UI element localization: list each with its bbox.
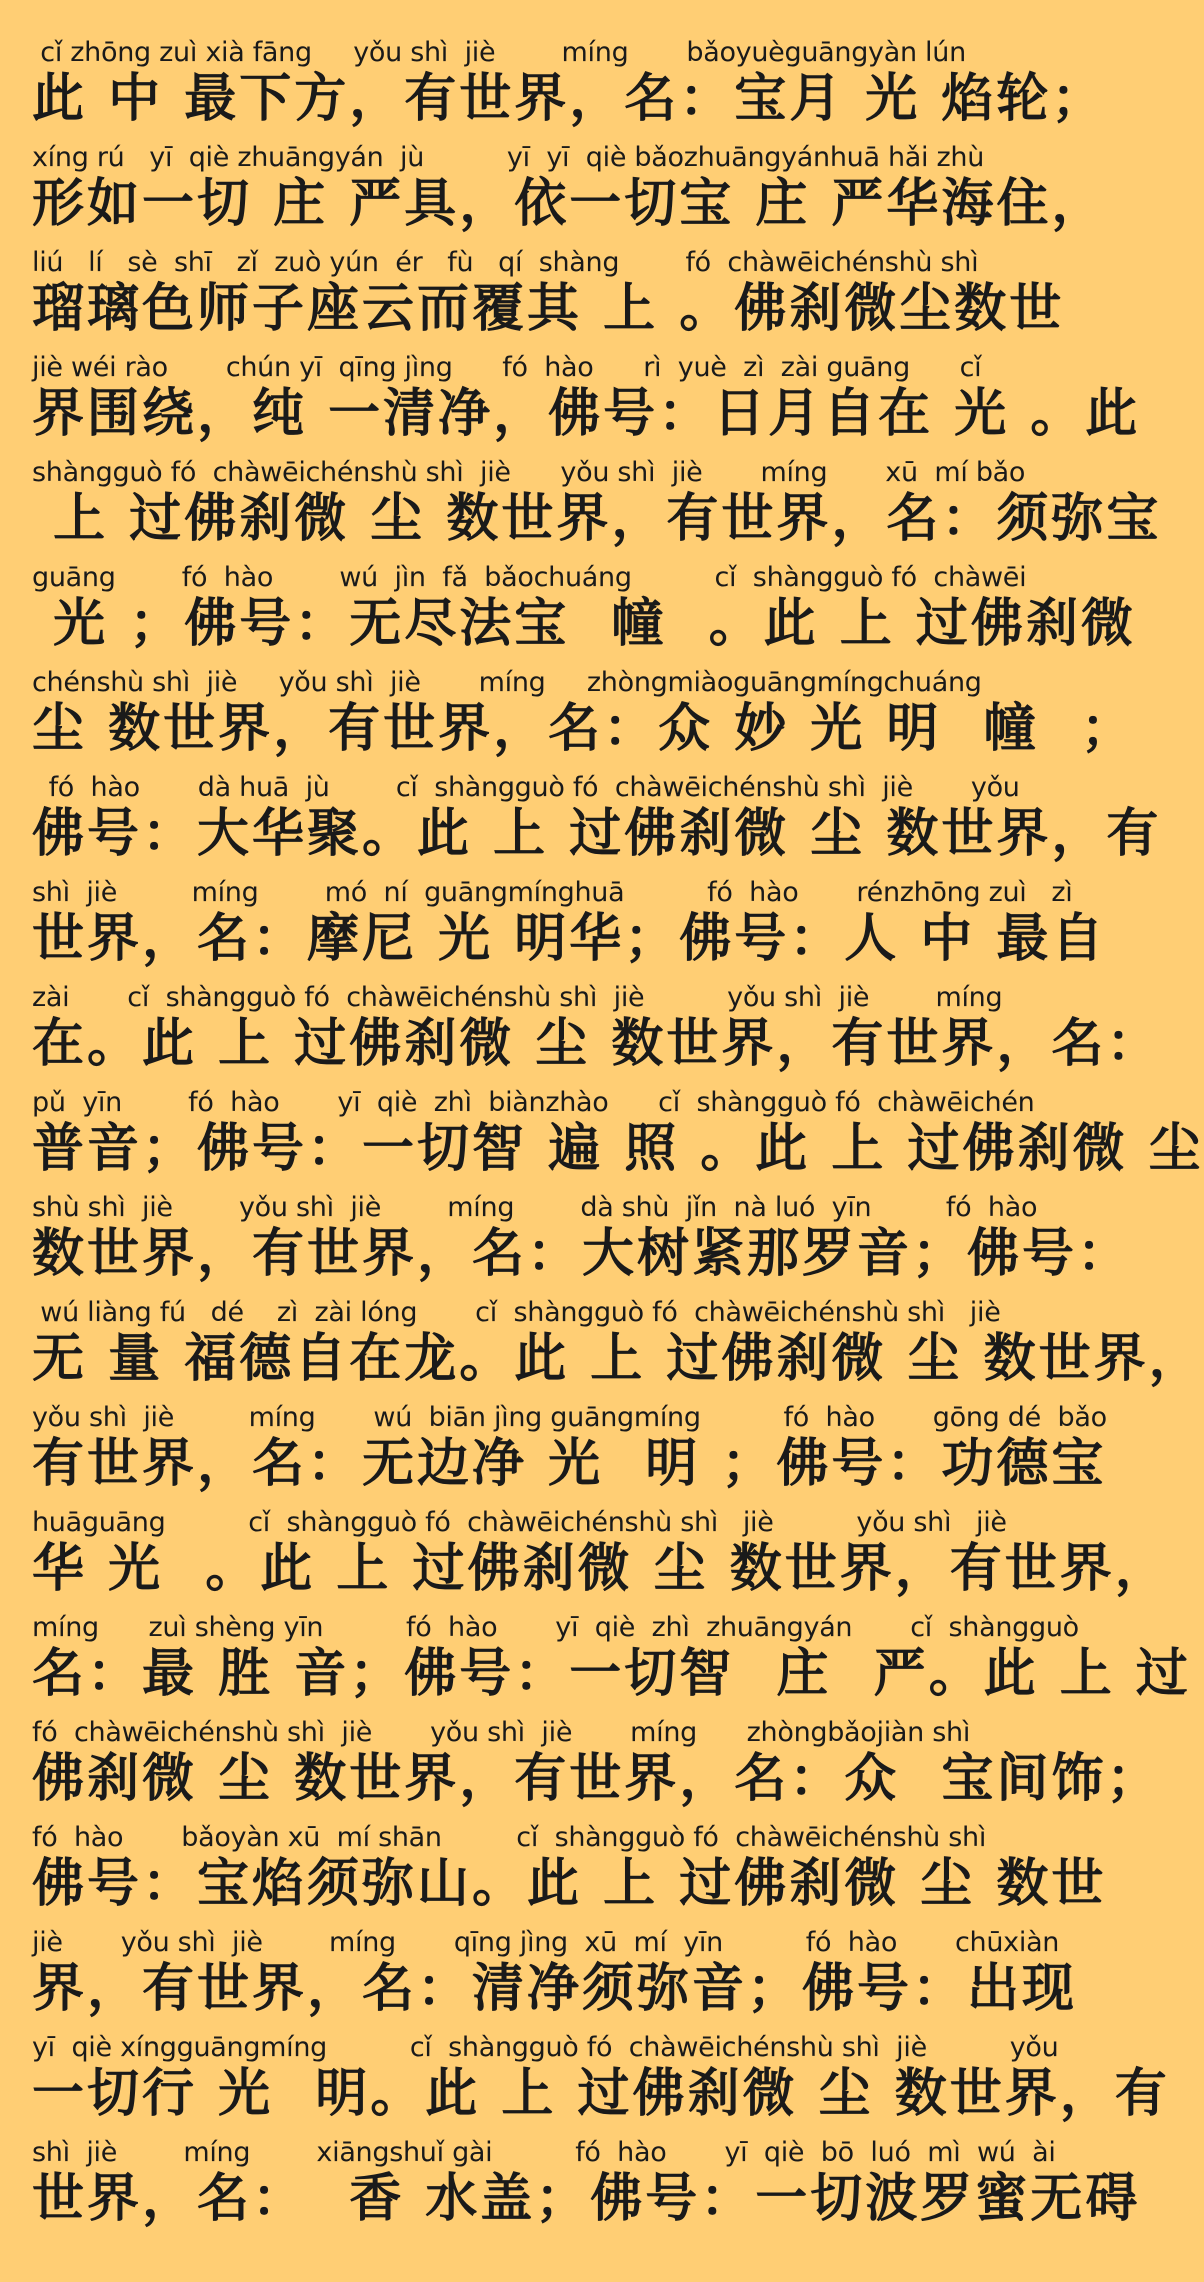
pinyin-row: guāng fó hào wú jìn fǎ bǎochuáng cǐ shàngguò fó chàwēi: [32, 562, 1027, 593]
hanzi-row: 佛刹微 尘 数世界，有世界，名：众 宝间饰；: [32, 1749, 1162, 1809]
text-line-5: [32, 457, 1162, 563]
hanzi-row: 形如一切 庄 严具，依一切宝 庄 严华海住，: [32, 174, 1107, 234]
pinyin-row: xíng rú yī qiè zhuāngyán jù yī yī qiè bǎozhuāngyánhuā hǎi zhù: [32, 142, 985, 173]
text-line-13: [32, 1297, 1204, 1403]
hanzi-row: 上 过佛刹微 尘 数世界，有世界，名：须弥宝: [32, 489, 1162, 549]
text-line-15: [32, 1507, 1170, 1613]
text-line-8: [32, 772, 1162, 878]
hanzi-row: 佛号：大华聚。此 上 过佛刹微 尘 数世界，有: [32, 804, 1162, 864]
pinyin-row: míng zuì shèng yīn fó hào yī qiè zhì zhuāngyán cǐ shàngguò: [32, 1612, 1079, 1643]
text-line-14: [32, 1402, 1107, 1508]
pinyin-row: shù shì jiè yǒu shì jiè míng dà shù jǐn nà luó yīn fó hào: [32, 1192, 1038, 1223]
text-line-12: [32, 1192, 1133, 1298]
pinyin-row: wú liàng fú dé zì zài lóng cǐ shàngguò fó chàwēichénshù shì jiè: [32, 1297, 1001, 1328]
hanzi-row: 界围绕，纯 一清净，佛号：日月自在 光 。此: [32, 384, 1141, 444]
pinyin-row: fó hào bǎoyàn xū mí shān cǐ shàngguò fó chàwēichénshù shì: [32, 1822, 987, 1853]
pinyin-row: liú lí sè shī zǐ zuò yún ér fù qí shàng fó chàwēichénshù shì: [32, 247, 979, 278]
text-line-10: [32, 982, 1162, 1088]
hanzi-row: 此 中 最下方，有世界，名：宝月 光 焰轮；: [32, 69, 1107, 129]
pinyin-row: fó hào dà huā jù cǐ shàngguò fó chàwēichénshù shì jiè yǒu: [32, 772, 1020, 803]
pinyin-row: shàngguò fó chàwēichénshù shì jiè yǒu shì jiè míng xū mí bǎo: [32, 457, 1026, 488]
text-line-17: [32, 1717, 1162, 1823]
pinyin-row: jiè wéi rào chún yī qīng jìng fó hào rì yuè zì zài guāng cǐ: [32, 352, 982, 383]
text-line-19: [32, 1927, 1078, 2033]
hanzi-row: 华 光 。此 上 过佛刹微 尘 数世界，有世界，: [32, 1539, 1170, 1599]
pinyin-row: jiè yǒu shì jiè míng qīng jìng xū mí yīn fó hào chūxiàn: [32, 1927, 1060, 1958]
text-line-4: [32, 352, 1141, 458]
text-line-2: [32, 142, 1107, 248]
text-line-16: [32, 1612, 1191, 1718]
hanzi-row: 光 ；佛号：无尽法宝 幢 。此 上 过佛刹微: [32, 594, 1136, 654]
text-line-11: [32, 1087, 1204, 1193]
hanzi-row: 世界，名：摩尼 光 明华；佛号：人 中 最自: [32, 909, 1107, 969]
text-line-18: [32, 1822, 1107, 1928]
text-line-3: [32, 247, 1065, 353]
pinyin-row: cǐ zhōng zuì xià fāng yǒu shì jiè míng bǎoyuèguāngyàn lún: [32, 37, 966, 68]
pinyin-row: yǒu shì jiè míng wú biān jìng guāngmíng fó hào gōng dé bǎo: [32, 1402, 1107, 1433]
pinyin-row: zài cǐ shàngguò fó chàwēichénshù shì jiè yǒu shì jiè míng: [32, 982, 1003, 1013]
hanzi-row: 无 量 福德自在龙。此 上 过佛刹微 尘 数世界，: [32, 1329, 1204, 1389]
text-line-20: [32, 2032, 1170, 2138]
pinyin-row: yī qiè xíngguāngmíng cǐ shàngguò fó chàwēichénshù shì jiè yǒu: [32, 2032, 1059, 2063]
text-line-9: [32, 877, 1107, 983]
hanzi-row: 尘 数世界，有世界，名：众 妙 光 明 幢 ；: [32, 699, 1136, 759]
pinyin-row: huāguāng cǐ shàngguò fó chàwēichénshù shì jiè yǒu shì jiè: [32, 1507, 1007, 1538]
pinyin-row: chénshù shì jiè yǒu shì jiè míng zhòngmiàoguāngmíngchuáng: [32, 667, 982, 698]
hanzi-row: 佛号：宝焰须弥山。此 上 过佛刹微 尘 数世: [32, 1854, 1107, 1914]
hanzi-row: 一切行 光 明。此 上 过佛刹微 尘 数世界，有: [32, 2064, 1170, 2124]
text-line-7: [32, 667, 1136, 773]
text-line-1: [32, 37, 1107, 143]
text-line-21: [32, 2137, 1141, 2243]
text-line-6: [32, 562, 1136, 668]
hanzi-row: 名：最 胜 音；佛号：一切智 庄 严。此 上 过: [32, 1644, 1191, 1704]
hanzi-row: 世界，名： 香 水盖；佛号：一切波罗蜜无碍: [32, 2169, 1141, 2229]
pinyin-row: shì jiè míng xiāngshuǐ gài fó hào yī qiè bō luó mì wú ài: [32, 2137, 1056, 2168]
hanzi-row: 数世界，有世界，名：大树紧那罗音；佛号：: [32, 1224, 1133, 1284]
hanzi-row: 界，有世界，名：清净须弥音；佛号：出现: [32, 1959, 1078, 2019]
hanzi-row: 有世界，名：无边净 光 明 ；佛号：功德宝: [32, 1434, 1107, 1494]
pinyin-row: fó chàwēichénshù shì jiè yǒu shì jiè míng zhòngbǎojiàn shì: [32, 1717, 971, 1748]
pinyin-row: shì jiè míng mó ní guāngmínghuā fó hào rénzhōng zuì zì: [32, 877, 1073, 908]
hanzi-row: 普音；佛号：一切智 遍 照 。此 上 过佛刹微 尘: [32, 1119, 1204, 1179]
pinyin-row: pǔ yīn fó hào yī qiè zhì biànzhào cǐ shàngguò fó chàwēichén: [32, 1087, 1035, 1118]
hanzi-row: 在。此 上 过佛刹微 尘 数世界，有世界，名：: [32, 1014, 1162, 1074]
hanzi-row: 瑠璃色师子座云而覆其 上 。佛刹微尘数世: [32, 279, 1065, 339]
